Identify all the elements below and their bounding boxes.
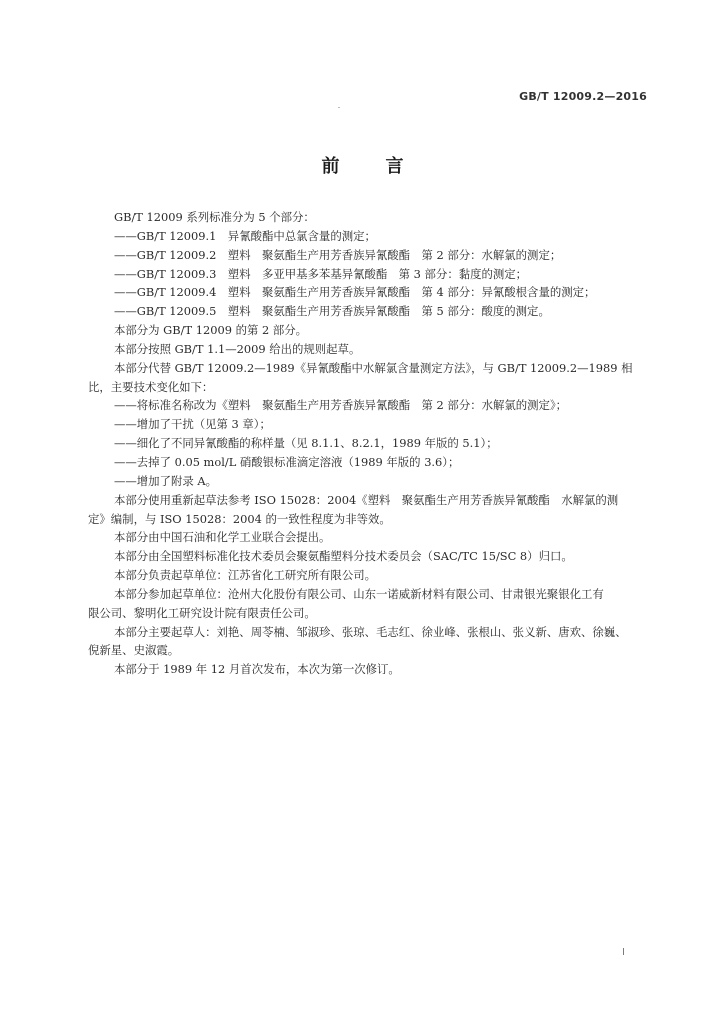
text-line: 限公司、黎明化工研究设计院有限责任公司。 (88, 605, 316, 620)
text-line: 本部分主要起草人：刘艳、周苓楠、邹淑珍、张琼、毛志红、徐业峰、张根山、张义新、唐欢、徐巍、 (114, 624, 627, 639)
page-number: I (622, 947, 625, 958)
text-line: ——GB/T 12009.5 塑料 聚氨酯生产用芳香族异氰酸酯 第 5 部分：酸度的测定。 (114, 304, 550, 319)
text-line: 本部分按照 GB/T 1.1—2009 给出的规则起草。 (114, 341, 361, 356)
text-line: 本部分参加起草单位：沧州大化股份有限公司、山东一诺威新材料有限公司、甘肃银光聚银化工有 (114, 586, 604, 601)
text-line: 本部分代替 GB/T 12009.2—1989《异氰酸酯中水解氯含量测定方法》，与 GB/T 12009.2—1989 相 (114, 360, 633, 375)
page-title: 前言 (321, 156, 450, 177)
text-line: 本部分于 1989 年 12 月首次发布，本次为第一次修订。 (114, 662, 400, 677)
text-line: ——去掉了 0.05 mol/L 硝酸银标准滴定溶液（1989 年版的 3.6）； (114, 454, 460, 469)
foreword-body (88, 208, 648, 679)
text-line: 本部分负责起草单位：江苏省化工研究所有限公司。 (114, 568, 376, 583)
text-line: 倪新星、史淑霞。 (88, 643, 180, 658)
text-line: 本部分为 GB/T 12009 的第 2 部分。 (114, 323, 308, 338)
text-line: ——增加了干扰（见第 3 章）； (114, 417, 271, 432)
text-line: 本部分使用重新起草法参考 ISO 15028：2004《塑料 聚氨酯生产用芳香族异氰酸酯 水解氯的测 (114, 492, 619, 507)
text-line: ——将标准名称改为《塑料 聚氨酯生产用芳香族异氰酸酯 第 2 部分：水解氯的测定》； (114, 398, 568, 413)
text-line: 本部分由全国塑料标准化技术委员会聚氨酯塑料分技术委员会（SAC/TC 15/SC 8）归口。 (114, 549, 573, 564)
text-line: ——增加了附录 A。 (114, 473, 217, 488)
text-line: ——GB/T 12009.1 异氰酸酯中总氯含量的测定； (114, 228, 376, 243)
text-line: 比，主要技术变化如下： (88, 379, 214, 394)
text-line: 本部分由中国石油和化学工业联合会提出。 (114, 530, 331, 545)
text-line: GB/T 12009 系列标准分为 5 个部分： (114, 210, 315, 224)
text-line: ——GB/T 12009.2 塑料 聚氨酯生产用芳香族异氰酸酯 第 2 部分：水解氯的测定； (114, 247, 562, 262)
text-line: 定》编制，与 ISO 15028：2004 的一致性程度为非等效。 (88, 511, 391, 526)
text-line: ——GB/T 12009.4 塑料 聚氨酯生产用芳香族异氰酸酯 第 4 部分：异氰酸根含量的测定； (114, 285, 596, 300)
standard-number-header: GB/T 12009.2—2016 (519, 90, 647, 103)
text-line: ——GB/T 12009.3 塑料 多亚甲基多苯基异氰酸酯 第 3 部分：黏度的测定； (114, 266, 528, 281)
text-line: ——细化了不同异氰酸酯的称样量（见 8.1.1、8.2.1，1989 年版的 5.1）； (114, 436, 498, 451)
scan-speck (338, 107, 340, 108)
